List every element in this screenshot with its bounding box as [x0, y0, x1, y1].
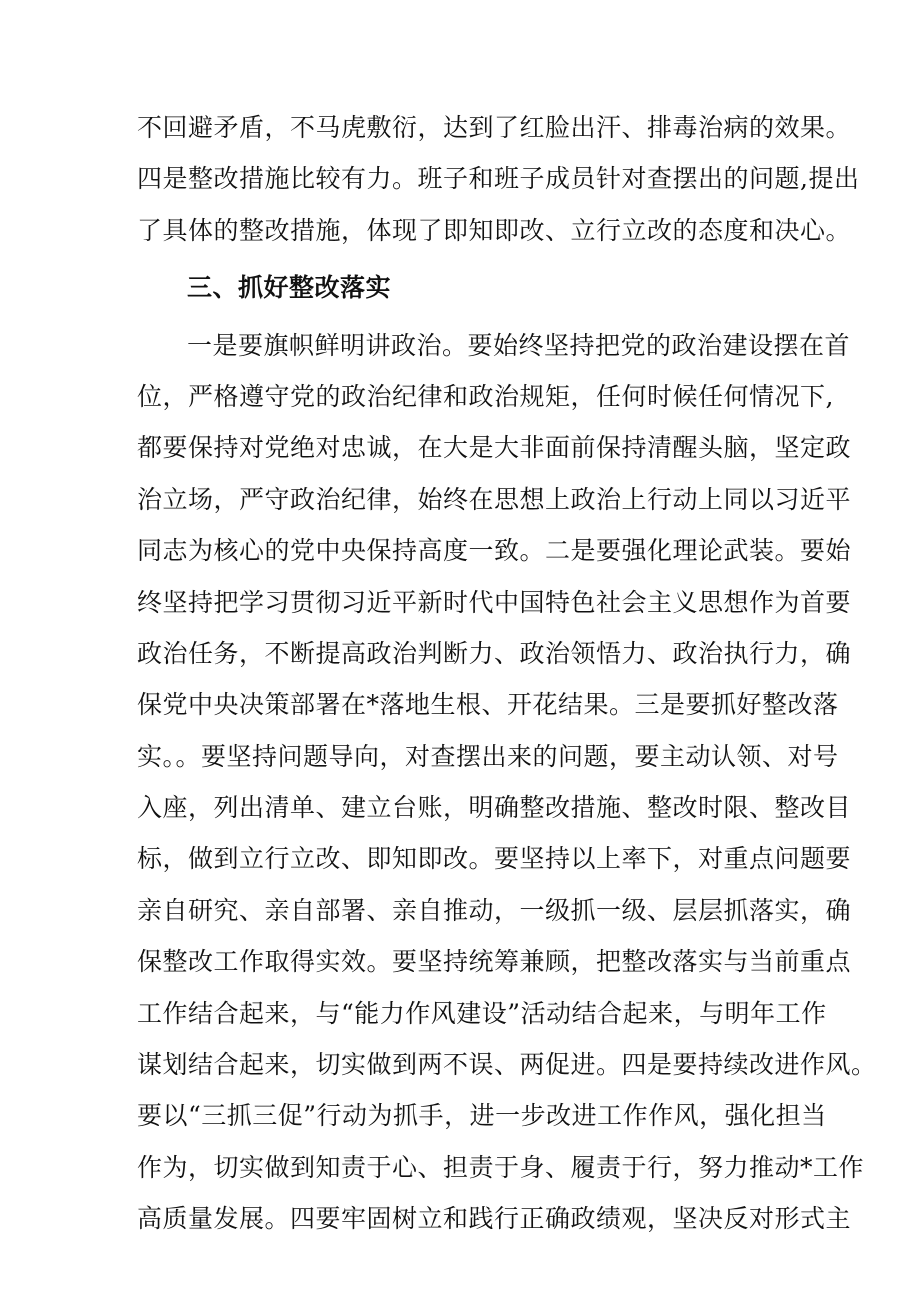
body-line: 工作结合起来，与“能力作风建设”活动结合起来，与明年工作 — [137, 998, 827, 1028]
paragraph-first-line: 一是要旗帜鲜明讲政治。要始终坚持把党的政治建设摆在首 — [187, 330, 851, 360]
section-heading: 三、抓好整改落实 — [187, 273, 392, 303]
body-line: 高质量发展。四要牢固树立和践行正确政绩观，坚决反对形式主 — [137, 1204, 852, 1234]
body-line: 了具体的整改措施，体现了即知即改、立行立改的态度和决心。 — [137, 215, 852, 245]
body-line: 都要保持对党绝对忠诚，在大是大非面前保持清醒头脑，坚定政 — [137, 433, 852, 463]
body-line: 标，做到立行立改、即知即改。要坚持以上率下，对重点问题要 — [137, 844, 852, 874]
body-line: 保党中央决策部署在*落地生根、开花结果。三是要抓好整改落 — [137, 690, 839, 720]
body-line: 保整改工作取得实效。要坚持统筹兼顾，把整改落实与当前重点 — [137, 947, 852, 977]
body-line: 治立场，严守政治纪律，始终在思想上政治上行动上同以习近平 — [137, 484, 852, 514]
body-line: 要以“三抓三促”行动为抓手，进一步改进工作作风，强化担当 — [137, 1101, 827, 1131]
body-line: 实。。要坚持问题导向，对查摆出来的问题，要主动认领、对号 — [137, 741, 839, 771]
body-line: 亲自研究、亲自部署、亲自推动，一级抓一级、层层抓落实，确 — [137, 895, 852, 925]
body-line: 作为，切实做到知责于心、担责于身、履责于行，努力推动*工作 — [137, 1152, 865, 1182]
body-line: 位，严格遵守党的政治纪律和政治规矩，任何时候任何情况下, — [137, 381, 834, 411]
body-line: 谋划结合起来，切实做到两不误、两促进。四是要持续改进作风。 — [137, 1050, 877, 1080]
body-line: 四是整改措施比较有力。班子和班子成员针对查摆出的问题,提出 — [137, 164, 860, 194]
body-line: 不回避矛盾，不马虎敷衍，达到了红脸出汗、排毒治病的效果。 — [137, 113, 852, 142]
body-line: 政治任务，不断提高政治判断力、政治领悟力、政治执行力，确 — [137, 638, 852, 668]
body-line: 入座，列出清单、建立台账，明确整改措施、整改时限、整改目 — [137, 793, 852, 823]
body-line: 终坚持把学习贯彻习近平新时代中国特色社会主义思想作为首要 — [137, 587, 852, 617]
document-body — [137, 102, 877, 1245]
body-line: 同志为核心的党中央保持高度一致。二是要强化理论武装。要始 — [137, 536, 852, 566]
